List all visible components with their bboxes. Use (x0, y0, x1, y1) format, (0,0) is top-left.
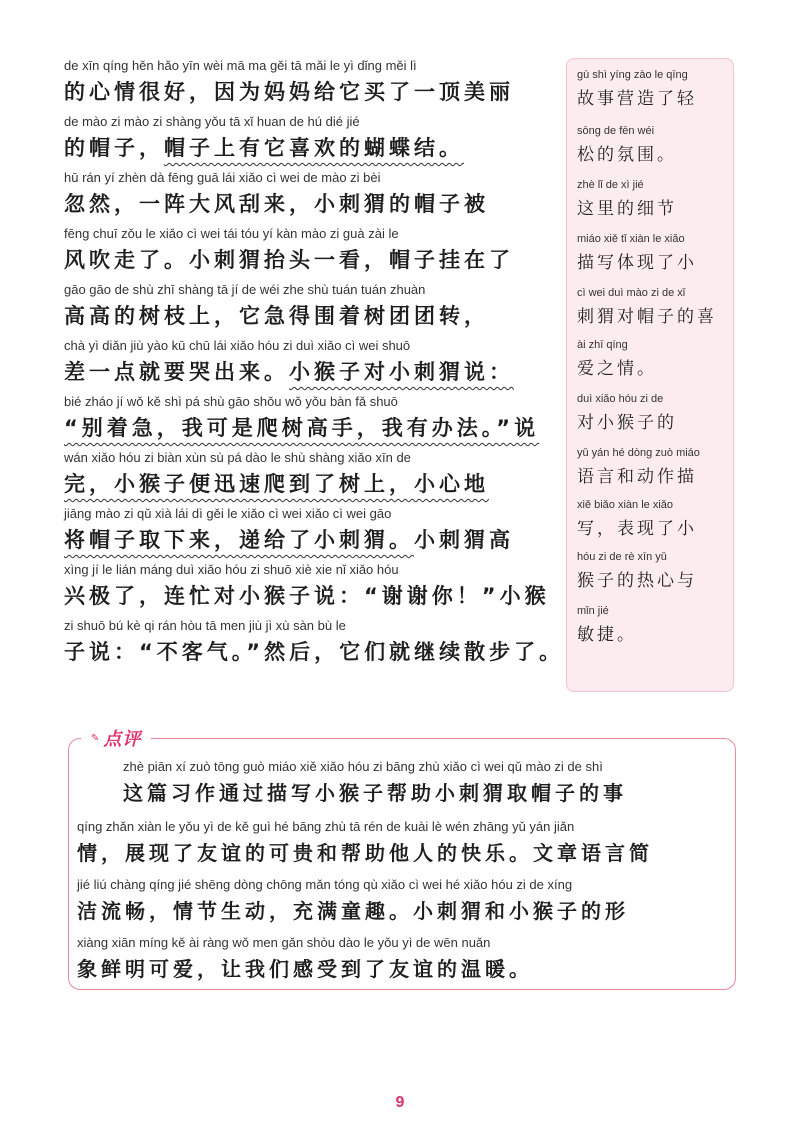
side-pinyin: miáo xiě tǐ xiàn le xiǎo (577, 233, 685, 245)
pinyin-line: wán xiǎo hóu zi biàn xùn sù pá dào le shù shàng xiǎo xīn de (64, 450, 411, 465)
review-hanzi: 象鲜明可爱，让我们感受到了友谊的温暖。 (77, 957, 533, 981)
hanzi-line: 忽然，一阵大风刮来，小刺猬的帽子被 (64, 192, 489, 216)
hanzi-underlined: 将帽子取下来，递给了小刺猬。 (64, 528, 414, 552)
review-pinyin: jié liú chàng qíng jié shēng dòng chōng mǎn tóng qù xiǎo cì wei hé xiǎo hóu zi de xíng (77, 877, 573, 892)
pinyin-line: fēng chuī zǒu le xiǎo cì wei tái tóu yí kàn mào zi guà zài le (64, 226, 399, 241)
hanzi-line: 子说：“不客气。”然后，它们就继续散步了。 (64, 640, 565, 664)
hanzi-line: 高高的树枝上，它急得围着树团团转， (64, 304, 489, 328)
hanzi-underlined: 小猴子对小刺猬说： (289, 360, 514, 384)
story-line (64, 562, 550, 618)
side-hanzi: 爱之情。 (577, 359, 657, 379)
side-hanzi: 松的氛围。 (577, 145, 677, 165)
story-line (64, 282, 544, 338)
story-line (64, 506, 544, 562)
hanzi-underlined: 完，小猴子便迅速爬到了树上，小心地 (64, 472, 489, 496)
side-hanzi: 描写体现了小 (577, 253, 697, 273)
side-pinyin: yǔ yán hé dòng zuò miáo (577, 447, 700, 459)
review-box (68, 729, 736, 990)
story-line (64, 338, 544, 394)
side-line (567, 287, 735, 329)
review-pinyin: xiàng xiān míng kě ài ràng wǒ men gǎn shòu dào le yǒu yì de wēn nuǎn (77, 935, 491, 950)
hanzi-line: 兴极了，连忙对小猴子说：“谢谢你！”小猴 (64, 584, 550, 608)
side-pinyin: xiě biǎo xiàn le xiǎo (577, 499, 674, 511)
side-line (567, 69, 735, 111)
side-line (567, 125, 735, 167)
review-label: 点评 (103, 729, 142, 750)
pencil-icon: ✎ (91, 732, 100, 744)
pinyin-line: bié zháo jí wǒ kě shì pá shù gāo shǒu wǒ yǒu bàn fǎ shuō (64, 394, 398, 409)
pinyin-line: de xīn qíng hěn hǎo yīn wèi mā ma gěi tā mǎi le yì dǐng měi lì (64, 58, 417, 73)
story-line (64, 58, 544, 114)
side-line (567, 605, 735, 647)
side-pinyin: cì wei duì mào zi de xǐ (577, 287, 686, 299)
review-tag (81, 725, 151, 751)
pinyin-line: zi shuō bú kè qi rán hòu tā men jiù jì xù sàn bù le (64, 618, 346, 633)
hanzi-underlined: “别着急，我可是爬树高手，我有办法。”说 (64, 416, 540, 440)
story-line (64, 226, 544, 282)
hanzi-line: 小刺猬高 (414, 528, 514, 552)
story-line (64, 450, 544, 506)
hanzi-line: 的心情很好，因为妈妈给它买了一顶美丽 (64, 80, 514, 104)
pinyin-line: de mào zi mào zi shàng yǒu tā xǐ huan de hú dié jié (64, 114, 360, 129)
story-line (64, 170, 544, 226)
side-hanzi: 这里的细节 (577, 199, 677, 219)
pinyin-line: gāo gāo de shù zhī shàng tā jí de wéi zhe shù tuán tuán zhuàn (64, 282, 426, 297)
side-hanzi: 写，表现了小 (577, 519, 697, 539)
hanzi-line: 差一点就要哭出来。 (64, 360, 289, 384)
review-pinyin: zhè piān xí zuò tōng guò miáo xiě xiǎo hóu zi bāng zhù xiǎo cì wei qǔ mào zi de shì (123, 759, 603, 774)
review-line (69, 877, 729, 933)
side-hanzi: 语言和动作描 (577, 467, 697, 487)
side-hanzi: 敏捷。 (577, 625, 637, 645)
side-line (567, 339, 735, 381)
review-hanzi: 情，展现了友谊的可贵和帮助他人的快乐。文章语言简 (77, 841, 653, 865)
pinyin-line: xìng jí le lián máng duì xiǎo hóu zi shuō xiè xie nǐ xiǎo hóu (64, 562, 399, 577)
review-line (69, 759, 729, 815)
pinyin-line: hū rán yí zhèn dà fēng guā lái xiǎo cì wei de mào zi bèi (64, 170, 381, 185)
pinyin-line: jiāng mào zi qǔ xià lái dì gěi le xiǎo cì wei xiǎo cì wei gāo (64, 506, 392, 521)
review-pinyin: qíng zhǎn xiàn le yǒu yì de kě guì hé bāng zhù tā rén de kuài lè wén zhāng yǔ yán jiǎn (77, 819, 575, 834)
side-pinyin: zhè lǐ de xì jié (577, 179, 644, 191)
side-pinyin: sōng de fēn wéi (577, 125, 655, 137)
side-pinyin: hóu zi de rè xīn yǔ (577, 551, 667, 563)
review-hanzi: 这篇习作通过描写小猴子帮助小刺猬取帽子的事 (123, 781, 627, 805)
side-line (567, 179, 735, 221)
side-pinyin: duì xiǎo hóu zi de (577, 393, 664, 405)
review-hanzi: 洁流畅，情节生动，充满童趣。小刺猬和小猴子的形 (77, 899, 629, 923)
side-comment-panel (566, 58, 734, 692)
side-line (567, 393, 735, 435)
side-hanzi: 猴子的热心与 (577, 571, 697, 591)
side-pinyin: ài zhī qíng (577, 339, 628, 351)
pinyin-line: chà yì diǎn jiù yào kū chū lái xiǎo hóu zi duì xiǎo cì wei shuō (64, 338, 411, 353)
side-line (567, 447, 735, 489)
side-pinyin: mǐn jié (577, 605, 609, 617)
hanzi-underlined: 帽子上有它喜欢的蝴蝶结。 (164, 136, 464, 160)
review-line (69, 935, 729, 991)
side-hanzi: 故事营造了轻 (577, 89, 697, 109)
side-hanzi: 刺猬对帽子的喜 (577, 307, 717, 327)
side-line (567, 499, 735, 541)
review-line (69, 819, 729, 875)
side-line (567, 551, 735, 593)
story-line (64, 394, 544, 450)
hanzi-line: 风吹走了。小刺猬抬头一看，帽子挂在了 (64, 248, 514, 272)
story-line (64, 618, 565, 674)
side-hanzi: 对小猴子的 (577, 413, 677, 433)
side-pinyin: gù shì yíng zào le qīng (577, 69, 688, 81)
story-text (64, 58, 565, 674)
side-line (567, 233, 735, 275)
story-line (64, 114, 544, 170)
page-number: 9 (395, 1094, 405, 1111)
hanzi-line: 的帽子， (64, 136, 164, 160)
